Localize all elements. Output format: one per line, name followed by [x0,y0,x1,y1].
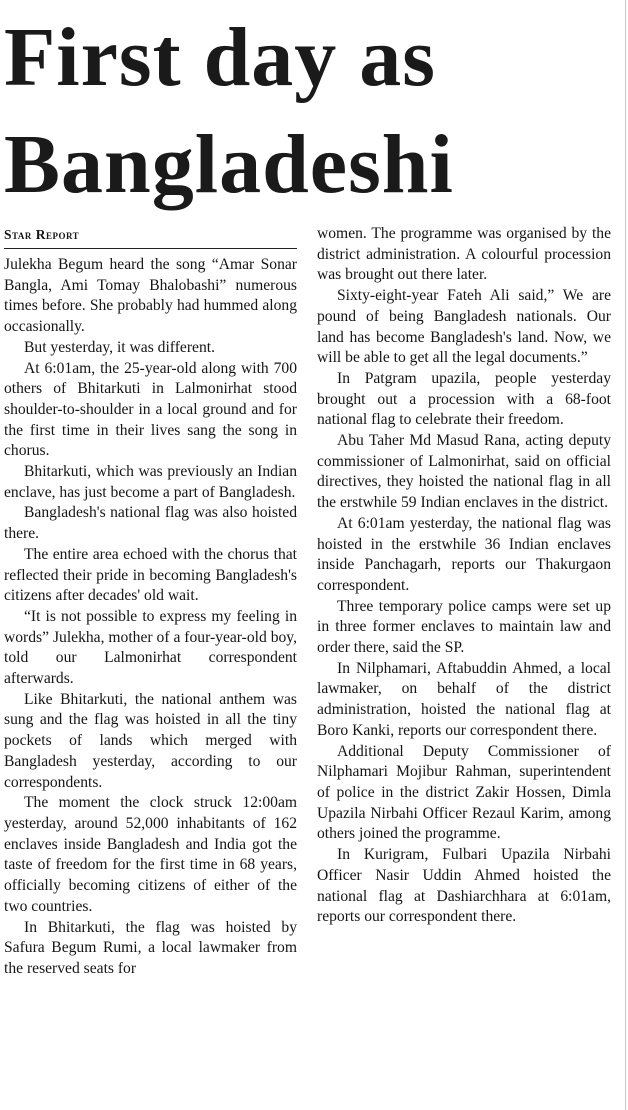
paragraph: In Nilphamari, Aftabuddin Ahmed, a local lawmaker, on behalf of the district administration, hoisted the national flag at Boro Kanki, reports our correspondent there. [317,659,611,739]
paragraph: At 6:01am, the 25-year-old along with 700 others of Bhitarkuti in Lalmonirhat stood shoulder-to-shoulder in a local ground and for the first time in their lives sang the song in chorus. [4,359,297,460]
article-column-left [4,224,297,980]
paragraph: In Kurigram, Fulbari Upazila Nirbahi Officer Nasir Uddin Ahmed hoisted the national flag at Dashiarchhara at 6:01am, reports our correspondent there. [317,846,611,926]
headline-line-2: Bangladeshi [4,118,454,211]
article-column-right [317,224,611,928]
paragraph: Additional Deputy Commissioner of Nilphamari Mojibur Rahman, superintendent of police in the district Zakir Hossen, Dimla Upazila Nirbahi Officer Rezaul Karim, among others joined the programme. [317,742,611,843]
paragraph: At 6:01am yesterday, the national flag was hoisted in the erstwhile 36 Indian enclaves inside Panchagarh, reports our Thakurgaon correspondent. [317,514,611,594]
headline-line-1: First day as [4,11,436,104]
paragraph: Bhitarkuti, which was previously an Indian enclave, has just become a part of Bangladesh. [4,463,297,501]
paragraph: The entire area echoed with the chorus that reflected their pride in becoming Bangladesh's citizens after decades' old wait. [4,545,297,605]
byline: Star Report [4,226,297,249]
paragraph: Bangladesh's national flag was also hoisted there. [4,504,297,543]
headline [4,4,624,218]
paragraph: Like Bhitarkuti, the national anthem was sung and the flag was hoisted in all the tiny pockets of lands which merged with Bangladesh yesterday, according to our correspondents. [4,690,297,791]
paragraph: Abu Taher Md Masud Rana, acting deputy commissioner of Lalmonirhat, said on official directives, they hoisted the national flag in all the erstwhile 59 Indian enclaves in the district. [317,432,611,512]
paragraph: In Bhitarkuti, the flag was hoisted by Safura Begum Rumi, a local lawmaker from the reserved seats for [4,918,297,977]
paragraph: “It is not possible to express my feeling in words” Julekha, mother of a four-year-old boy, told our Lalmonirhat correspondent afterwards. [4,607,297,688]
page-edge-rule [625,0,626,1110]
paragraph: But yesterday, it was different. [24,338,215,356]
paragraph: The moment the clock struck 12:00am yesterday, around 52,000 inhabitants of 162 enclaves inside Bangladesh and India got the taste of freedom for the first time in 68 years, officially becoming citizens of either of the two countries. [4,794,297,915]
paragraph: Sixty-eight-year Fateh Ali said,” We are pound of being Bangladesh nationals. Our land has become Bangladesh's land. Now, we will be able to get all the legal documents.” [317,287,611,367]
paragraph: women. The programme was organised by the district administration. A colourful procession was brought out there later. [317,225,611,284]
paragraph: Three temporary police camps were set up in three former enclaves to maintain law and order there, said the SP. [317,597,611,657]
paragraph: Julekha Begum heard the song “Amar Sonar Bangla, Ami Tomay Bhalobashi” numerous times before. She probably had hummed along occasionally. [4,256,297,336]
paragraph: In Patgram upazila, people yesterday brought out a procession with a 68-foot national flag to celebrate their freedom. [317,369,611,429]
